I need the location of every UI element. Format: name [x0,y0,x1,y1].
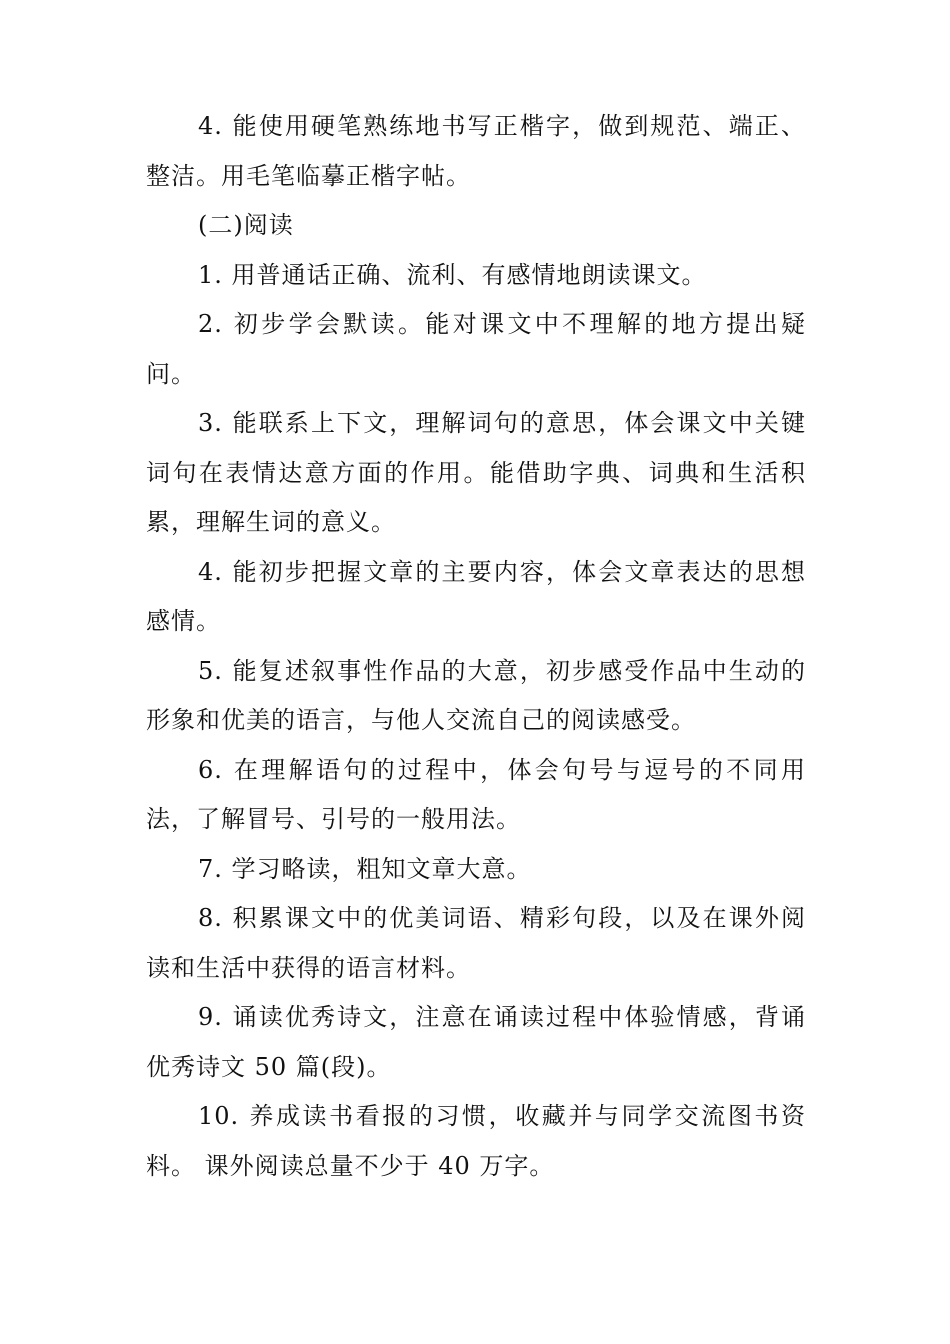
section-heading-reading: (二)阅读 [198,211,294,239]
paragraph-reading-item-9: 9. 诵读优秀诗文，注意在诵读过程中体验情感，背诵优秀诗文 50 篇(段)。 [146,1003,806,1081]
paragraph-reading-item-1: 1. 用普通话正确、流利、有感情地朗读课文。 [198,260,707,289]
paragraph-handwriting-item-4: 4. 能使用硬笔熟练地书写正楷字，做到规范、端正、整洁。用毛笔临摹正楷字帖。 [146,112,806,190]
paragraph-reading-item-2: 2. 初步学会默读。能对课文中不理解的地方提出疑问。 [146,310,806,388]
paragraph-reading-item-3: 3. 能联系上下文，理解词句的意思，体会课文中关键词句在表情达意方面的作用。能借助字典、词典和生活积累，理解生词的意义。 [146,409,806,536]
paragraph-reading-item-10: 10. 养成读书看报的习惯，收藏并与同学交流图书资料。 课外阅读总量不少于 40 万字。 [146,1102,806,1180]
paragraph-reading-item-4: 4. 能初步把握文章的主要内容，体会文章表达的思想感情。 [146,557,806,635]
paragraph-reading-item-8: 8. 积累课文中的优美词语、精彩句段，以及在课外阅读和生活中获得的语言材料。 [146,904,806,982]
paragraph-reading-item-7: 7. 学习略读，粗知文章大意。 [198,854,532,883]
paragraph-reading-item-5: 5. 能复述叙事性作品的大意，初步感受作品中生动的形象和优美的语言，与他人交流自己的阅读感受。 [146,656,806,734]
document-body [146,102,806,1191]
paragraph-reading-item-6: 6. 在理解语句的过程中，体会句号与逗号的不同用法，了解冒号、引号的一般用法。 [146,755,806,833]
